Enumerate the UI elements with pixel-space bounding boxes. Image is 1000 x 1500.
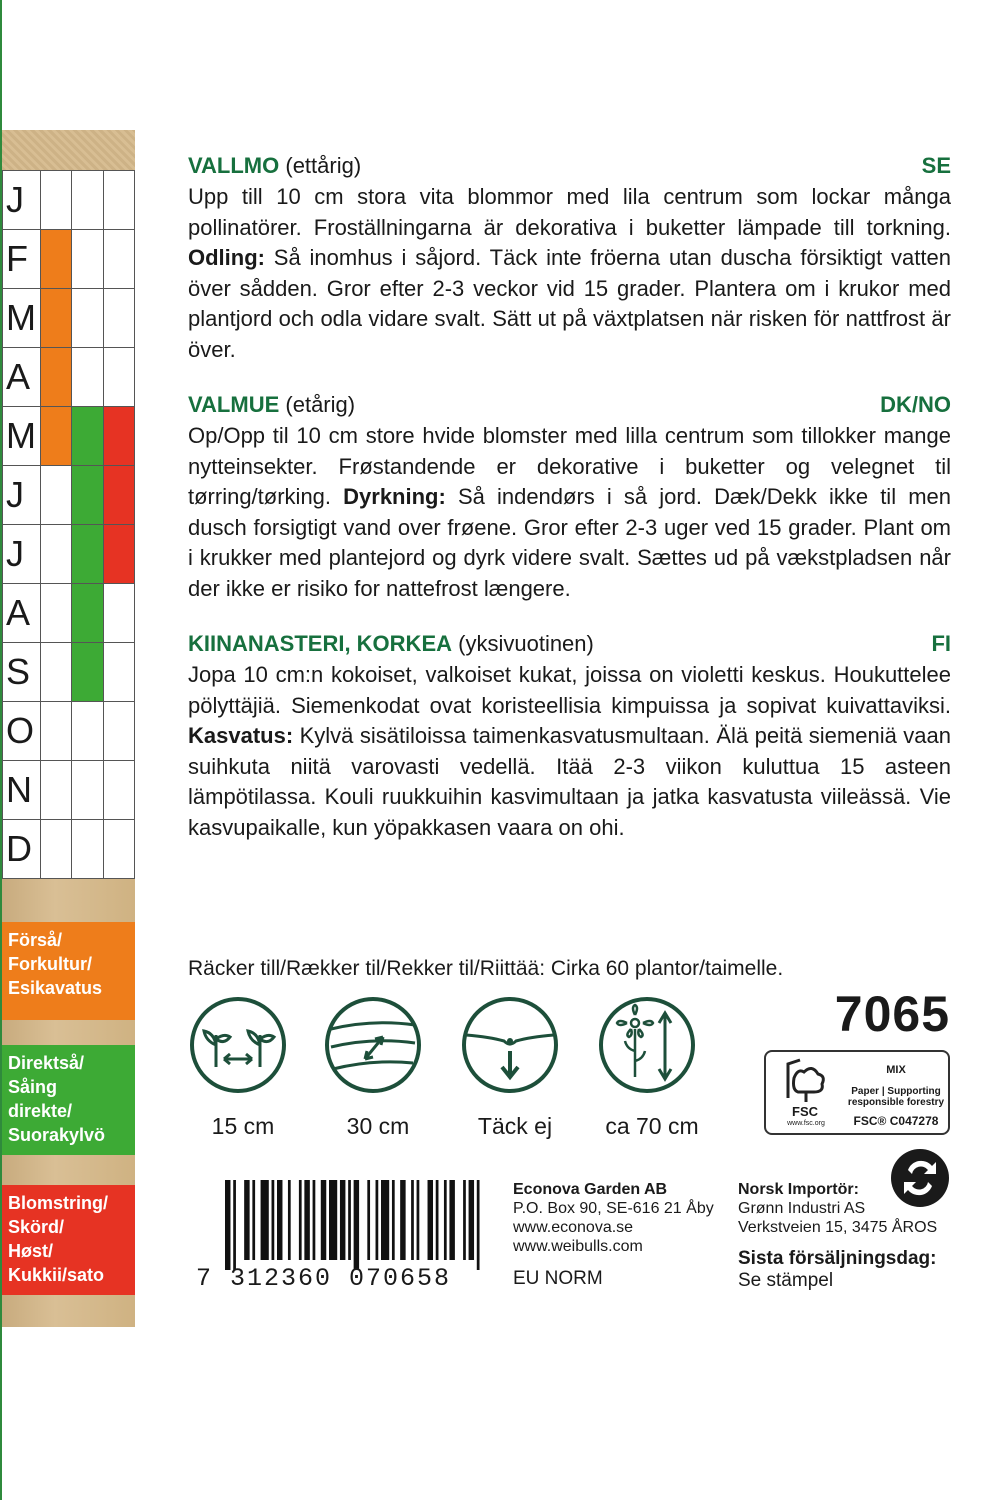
calendar-row [3,171,135,230]
species-name: VALLMO [188,153,280,178]
section-dk-no [188,389,951,604]
species-name: KIINANASTERI, KORKEA [188,631,453,656]
fsc-site: www.fsc.org [787,1120,825,1127]
month-label: A [3,348,41,407]
month-label: A [3,584,41,643]
last-sale-date [738,1248,936,1292]
description-content [188,150,951,867]
plant-spacing-label: 15 cm [211,1113,275,1139]
calendar-cell [41,584,72,643]
barcode-bar [381,1180,389,1260]
calendar-cell [72,702,103,761]
fsc-tree-icon [784,1058,828,1104]
calendar-row [3,525,135,584]
calendar-cell [103,525,134,584]
barcode-bar [392,1180,395,1260]
calendar-cell [72,230,103,289]
row-spacing-label: 30 cm [346,1113,410,1139]
barcode-bar [444,1180,447,1260]
fsc-mix: MIX [886,1064,906,1076]
importer-title: Norsk Importör: [738,1181,859,1198]
month-label: O [3,702,41,761]
section-heading [188,628,951,660]
calendar-row [3,230,135,289]
section-text [188,660,951,843]
text-bold: Kasvatus: [188,723,294,748]
month-label: J [3,466,41,525]
calendar-row [3,466,135,525]
company-web1: www.econova.se [513,1219,634,1236]
plant-spacing-icon [188,995,288,1095]
text-pre: Op/Opp til 10 cm store hvide blomster med lilla centrum som tillokker mange nytteinsekter. Frøstandende er dekorative i buketter og velegnet til tørring/tørking. [188,423,951,509]
species-sub: (etårig) [285,392,356,417]
month-label: D [3,820,41,879]
calendar-cell [41,230,72,289]
month-label: F [3,230,41,289]
legend-direct-sowing [2,1045,135,1155]
species-sub: (ettårig) [285,153,362,178]
calendar-cell [103,643,134,702]
section-fi [188,628,951,843]
species-name: VALMUE [188,392,280,417]
text-post: Så inomhus i såjord. Täck inte fröerna utan duscha försiktigt vatten över sådden. Gror efter 2-3 veckor vid 15 grader. Plantera om i krukor med plantjord och odla vidare svalt. Sätt ut på växtplatsen när risken för nattfrost är över. [188,245,951,362]
calendar-row [3,407,135,466]
plant-height-label: ca 70 cm [605,1113,699,1139]
section-title [188,389,355,421]
section-heading [188,389,951,421]
calendar-cell [72,289,103,348]
last-sale-value: Se stämpel [738,1270,834,1291]
section-title [188,628,594,660]
barcode-bar [463,1180,466,1260]
barcode-bar [244,1180,249,1260]
calendar-cell [41,407,72,466]
calendar-cell [41,761,72,820]
barcode-bar [428,1180,433,1260]
calendar-cell [72,761,103,820]
barcode-bar [261,1180,269,1260]
barcode [225,1180,485,1270]
barcode-bar [304,1180,309,1260]
calendar-row [3,289,135,348]
plant-height-icon [597,995,697,1095]
section-text [188,182,951,365]
calendar-cell [103,348,134,407]
barcode-bar [411,1180,414,1260]
section-text [188,421,951,604]
barcode-bar [340,1180,345,1260]
section-title [188,150,361,182]
barcode-bar [400,1180,405,1260]
barcode-bar [329,1180,337,1260]
barcode-bar [469,1180,474,1260]
row-spacing-icon [323,995,423,1095]
company-address [513,1180,714,1256]
kraft-strip-top [2,130,135,170]
calendar-row [3,702,135,761]
recycle-icon [890,1148,950,1208]
section-se [188,150,951,365]
calendar-cell [103,584,134,643]
calendar-cell [72,643,103,702]
calendar-cell [103,407,134,466]
legend-direct-sowing-text: Direktså/ Såing direkte/ Suorakylvö [8,1053,106,1145]
calendar-row [3,820,135,879]
barcode-bar [376,1180,379,1260]
legend-flowering [2,1185,135,1295]
month-label: M [3,407,41,466]
company-name: Econova Garden AB [513,1181,668,1198]
month-label: J [3,525,41,584]
company-postal: P.O. Box 90, SE-616 21 Åby [513,1200,714,1217]
barcode-bar [477,1180,480,1270]
text-post: Kylvä sisätiloissa taimenkasvatusmultaan. Älä peitä siemeniä vaan suihkuta niitä varovasti vedellä. Itää 2-3 viikon kuluttua 15 asteen lämpötilassa. Kouli ruukkuihin kasvimultaan ja jatka kasvatusta viileässä. Vie kasvupaikalle, kun yöpakkasen vaara on ohi. [188,723,951,840]
calendar-cell [72,348,103,407]
product-code: 7065 [834,986,950,1042]
calendar-cell [41,289,72,348]
barcode-bar [348,1180,351,1260]
barcode-bar [299,1180,302,1260]
barcode-bar [417,1180,420,1260]
yield-text: Räcker till/Rækker til/Rekker til/Riittää: Cirka 60 plantor/taimelle. [188,957,784,980]
legend-sowing-indoor [2,922,135,1020]
legend-sowing-indoor-text: Förså/ Forkultur/ Esikavatus [8,930,103,998]
calendar-cell [103,289,134,348]
do-not-cover-icon [460,995,560,1095]
calendar-row [3,761,135,820]
language-code: FI [931,631,951,656]
calendar-row [3,584,135,643]
text-bold: Odling: [188,245,265,270]
calendar-cell [103,230,134,289]
language-code: SE [921,153,951,178]
barcode-bar [252,1180,255,1260]
text-post: Så indendørs i så jord. Dæk/Dekk ikke til men dusch forsigtigt vand over frøene. Gror efter 2-3 uger ved 15 grader. Plant om i krukker med plantejord og dyrk videre svalt. Sættes ud på vækstpladsen når der ikke er risiko for nattefrost længere. [188,484,951,601]
language-code: DK/NO [880,392,951,417]
calendar-cell [72,407,103,466]
barcode-bar [272,1180,275,1260]
barcode-bar [277,1180,282,1260]
sowing-calendar [2,170,135,879]
month-label: N [3,761,41,820]
do-not-cover-label: Täck ej [477,1113,553,1139]
company-web2: www.weibulls.com [513,1238,643,1255]
barcode-bar [354,1180,359,1270]
calendar-cell [41,525,72,584]
calendar-row [3,348,135,407]
calendar-cell [41,348,72,407]
importer-name: Grønn Industri AS [738,1200,866,1217]
text-pre: Jopa 10 cm:n kokoiset, valkoiset kukat, joissa on violetti keskus. Houkuttelee pölyttäjiä. Siemenkodat ovat koristeellisia kimpuissa ja sopivat kuivattaviksi. [188,662,951,718]
fsc-word: FSC [792,1104,818,1119]
species-sub: (yksivuotinen) [458,631,594,656]
barcode-bar [225,1180,230,1270]
fsc-label [764,1050,950,1135]
last-sale-title: Sista försäljningsdag: [738,1248,937,1269]
text-bold: Dyrkning: [343,484,446,509]
month-label: S [3,643,41,702]
barcode-bar [313,1180,316,1260]
barcode-digits: 7 312360 070658 [196,1264,452,1293]
calendar-cell [41,171,72,230]
calendar-cell [41,466,72,525]
legend-flowering-text: Blomstring/ Skörd/ Høst/ Kukkii/sato [8,1193,109,1285]
calendar-cell [72,525,103,584]
fsc-text: Paper | Supporting responsible forestry [847,1086,945,1108]
calendar-cell [41,820,72,879]
barcode-bar [449,1180,454,1260]
calendar-row [3,643,135,702]
eu-norm: EU NORM [513,1268,603,1289]
calendar-cell [41,643,72,702]
calendar-cell [103,702,134,761]
section-heading [188,150,951,182]
text-pre: Upp till 10 cm stora vita blommor med lila centrum som lockar många pollinatörer. Froställningarna är dekorativa i buketter lämpade till torkning. [188,184,951,240]
calendar-cell [72,466,103,525]
calendar-cell [103,171,134,230]
barcode-bar [436,1180,439,1260]
barcode-bar [288,1180,291,1260]
barcode-bar [321,1180,326,1260]
calendar-cell [103,466,134,525]
month-label: J [3,171,41,230]
calendar-cell [72,171,103,230]
barcode-bar [233,1180,236,1270]
importer-address: Verkstveien 15, 3475 ÅROS [738,1219,938,1236]
barcode-bar [367,1180,370,1260]
calendar-cell [103,761,134,820]
calendar-cell [72,820,103,879]
calendar-cell [72,584,103,643]
fsc-license: FSC® C047278 [853,1114,939,1128]
calendar-cell [103,820,134,879]
month-label: M [3,289,41,348]
calendar-cell [41,702,72,761]
